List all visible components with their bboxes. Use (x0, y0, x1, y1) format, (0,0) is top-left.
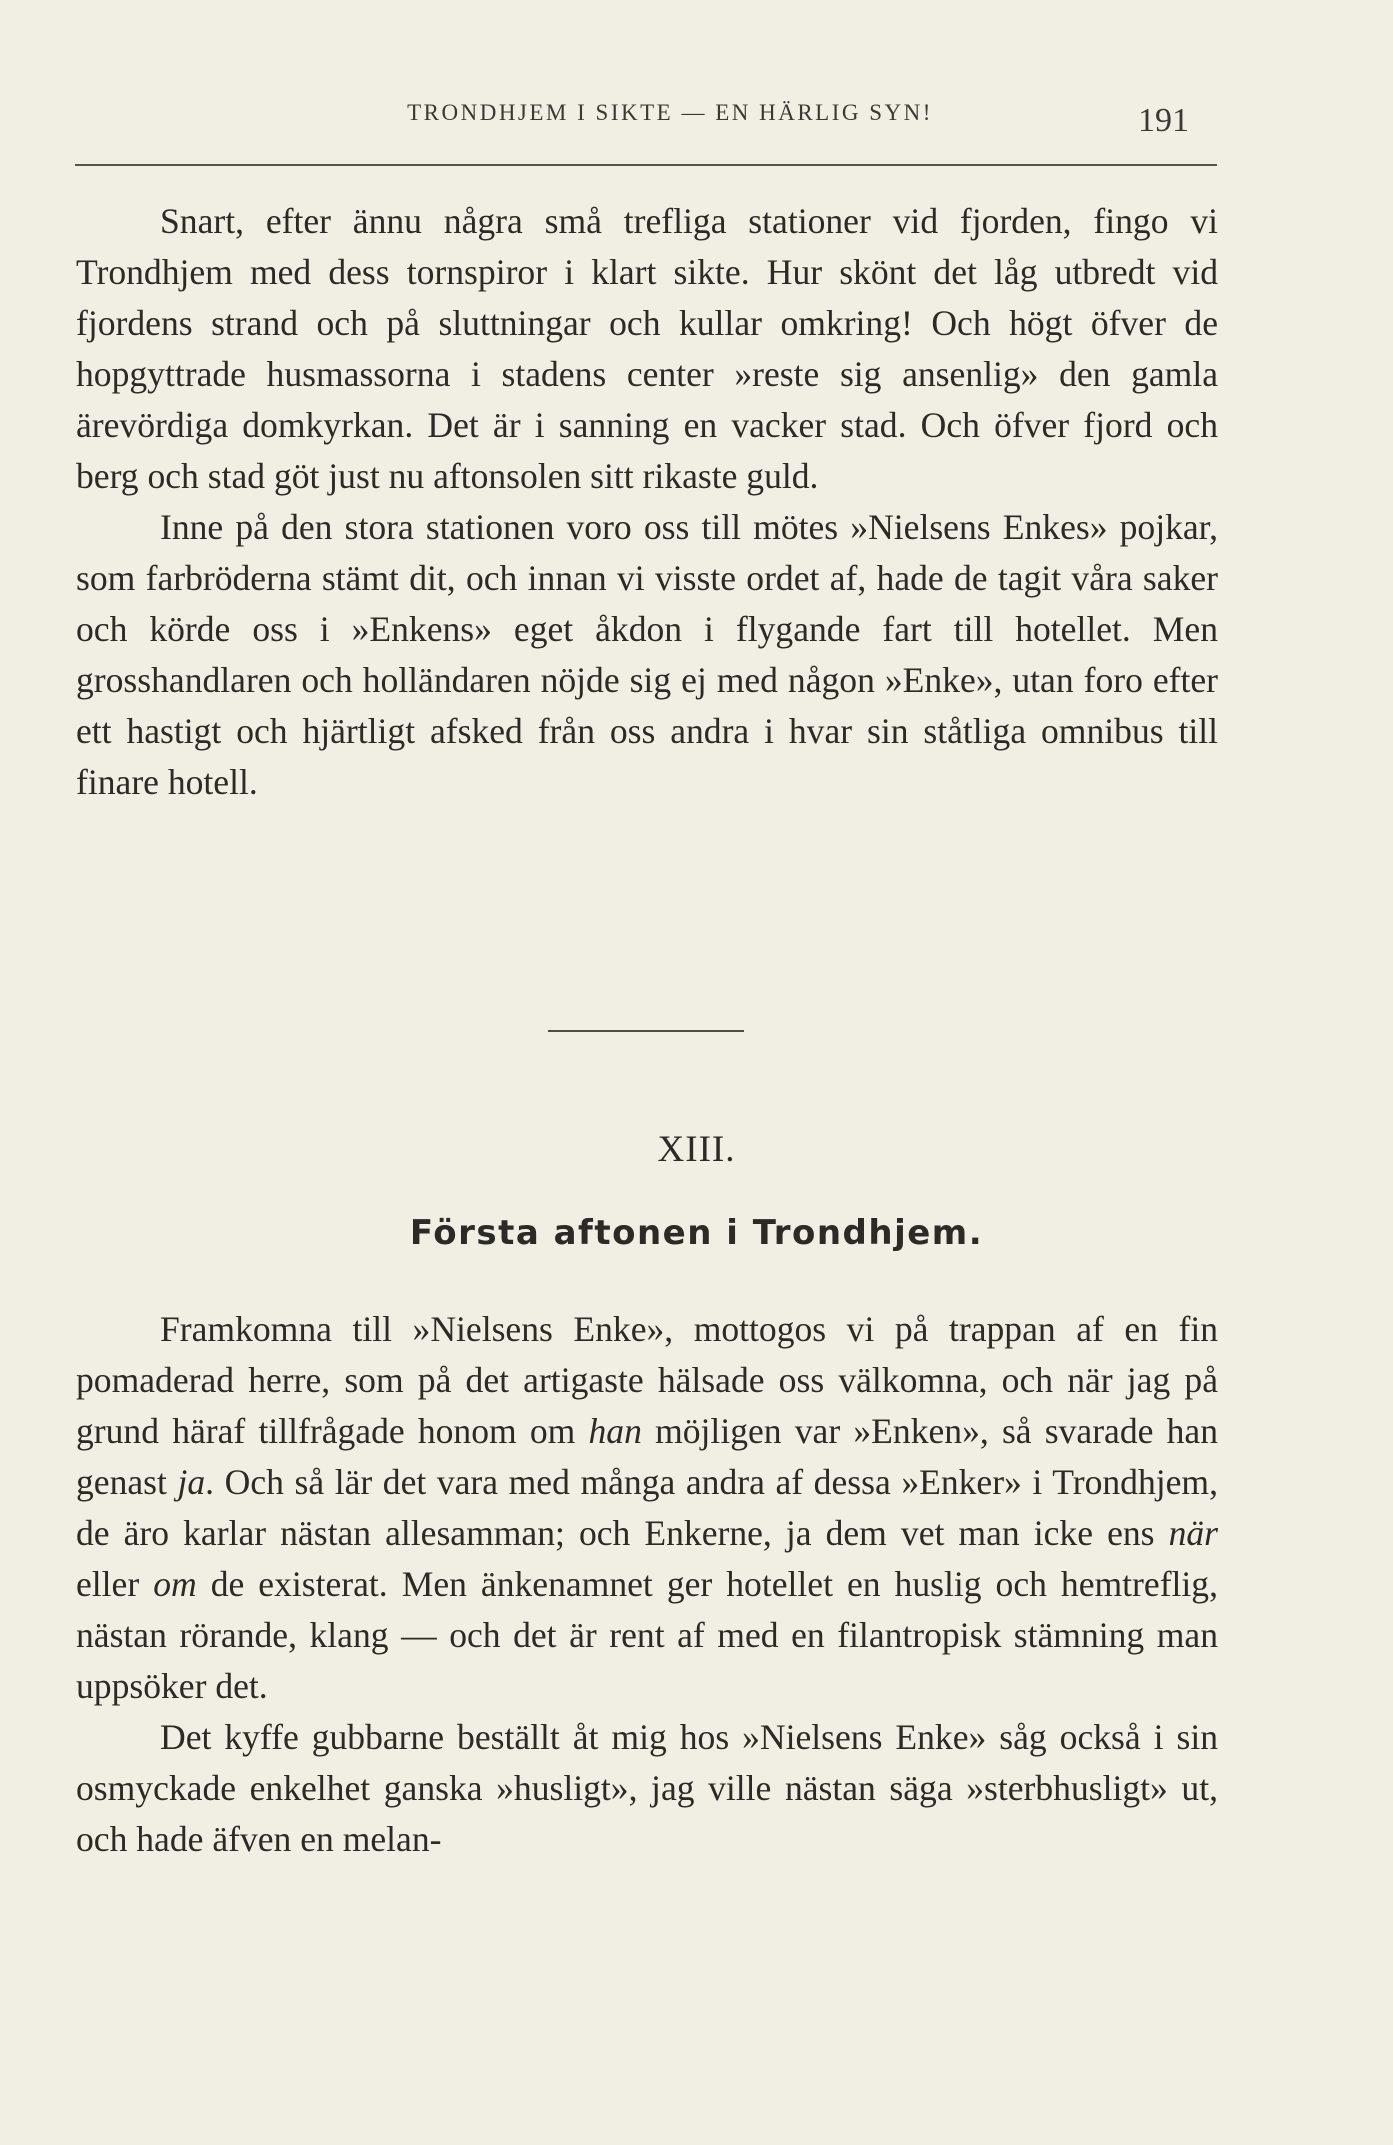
paragraph: Inne på den stora stationen voro oss till mötes »Nielsens Enkes» pojkar, som farbröderna stämt dit, och innan vi visste ordet af, hade de tagit våra saker och körde oss i »Enkens» eget åkdon i flygande fart till hotellet. Men grosshandlaren och holländaren nöjde sig ej med någon »Enke», utan foro efter ett hastigt och hjärtligt afsked från oss andra i hvar sin ståtliga omnibus till finare hotell. (76, 507, 1218, 802)
page-number: 191 (1138, 102, 1189, 139)
paragraph: Det kyffe gubbarne beställt åt mig hos »Nielsens Enke» såg också i sin osmyckade enkelhet ganska »husligt», jag ville nästan säga »sterbhusligt» ut, och hade äfven en melan- (76, 1717, 1218, 1859)
running-head-title: TRONDHJEM I SIKTE — EN HÄRLIG SYN! (407, 100, 933, 125)
text-run: de existerat. Men änkenamnet ger hotellet en huslig och hemtreflig, nästan rörande, klang — och det är rent af med en filantropisk stämning man uppsöker det. (76, 1564, 1218, 1706)
chapter-number: XIII. (657, 1129, 736, 1170)
paragraph (76, 1304, 1218, 1712)
text-run: . Och så lär det vara med många andra af dessa »Enker» i Trondhjem, de äro karlar nästan allesamman; och Enkerne, ja dem vet man icke ens (76, 1462, 1218, 1553)
italic-word: han (588, 1411, 642, 1451)
italic-word: ja (177, 1462, 206, 1502)
paragraph: Snart, efter ännu några små trefliga stationer vid fjorden, fingo vi Trondhjem med dess tornspiror i klart sikte. Hur skönt det låg utbredt vid fjordens strand och på sluttningar och kullar omkring! Och högt öfver de hopgyttrade husmassorna i stadens center »reste sig ansenlig» den gamla ärevördiga domkyrkan. Det är i sanning en vacker stad. Och öfver fjord och berg och stad göt just nu aftonsolen sitt rikaste guld. (76, 201, 1218, 496)
section-divider (548, 1030, 744, 1032)
chapter-title: Första aftonen i Trondhjem. (409, 1213, 984, 1253)
text-run: eller (76, 1564, 154, 1604)
text-run: möjligen var »Enken», så svarade han genast (76, 1411, 1218, 1502)
section-one-text (76, 196, 1218, 808)
section-two-text (76, 1304, 1218, 1865)
header-rule (75, 164, 1217, 166)
italic-word: när (1168, 1513, 1218, 1553)
italic-word: om (153, 1564, 197, 1604)
text-run: Framkomna till »Nielsens Enke», mottogos vi på trappan af en fin pomaderad herre, som på det artigaste hälsade oss välkomna, och när jag på grund häraf tillfrågade honom om (76, 1309, 1218, 1451)
